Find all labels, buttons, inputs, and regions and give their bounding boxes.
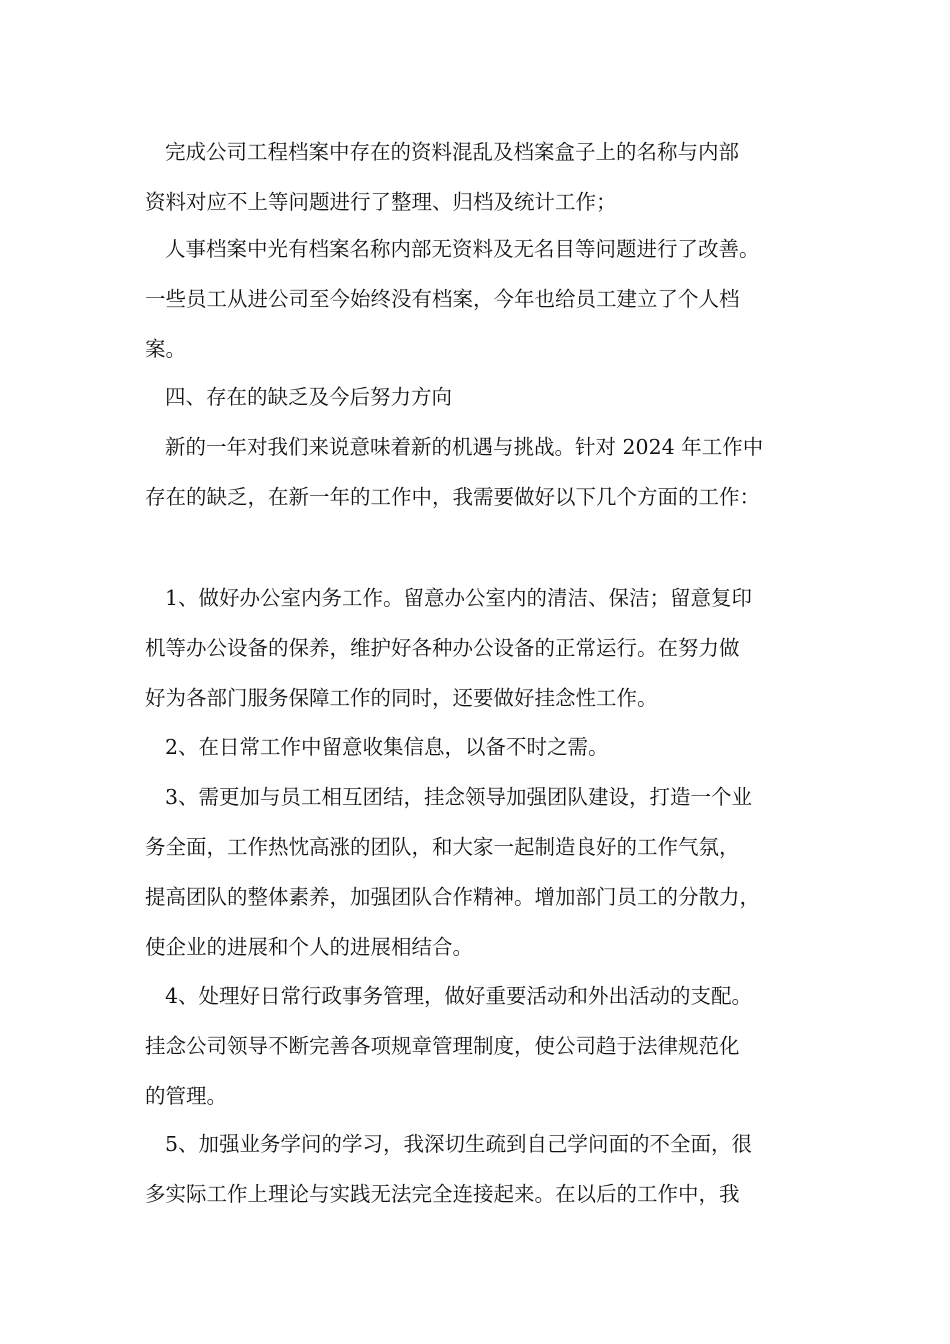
list-item-3 (145, 772, 825, 972)
text-line: 挂念公司领导不断完善各项规章管理制度，使公司趋于法律规范化 (145, 1034, 740, 1058)
text-line: 多实际工作上理论与实践无法完全连接起来。在以后的工作中，我 (145, 1182, 740, 1206)
text-line: 机等办公设备的保养，维护好各种办公设备的正常运行。在努力做 (145, 636, 740, 660)
list-item-4 (145, 971, 825, 1121)
text-line: 人事档案中光有档案名称内部无资料及无名目等问题进行了改善。 (165, 237, 760, 261)
text-line: 4、处理好日常行政事务管理，做好重要活动和外出活动的支配。 (165, 984, 753, 1008)
text-line: 案。 (145, 337, 186, 361)
list-item-1 (145, 573, 825, 723)
paragraph-archive-cleanup (145, 127, 825, 227)
text-line: 的管理。 (145, 1084, 227, 1108)
section-heading-shortcomings (145, 372, 825, 422)
text-line: 1、做好办公室内务工作。留意办公室内的清洁、保洁；留意复印 (165, 586, 753, 610)
text-line: 一些员工从进公司至今始终没有档案，今年也给员工建立了个人档 (145, 287, 740, 311)
text-line: 5、加强业务学问的学习，我深切生疏到自己学问面的不全面，很 (165, 1132, 753, 1156)
section-heading: 四、存在的缺乏及今后努力方向 (165, 385, 452, 409)
list-item-2 (145, 722, 825, 772)
text-line: 3、需更加与员工相互团结，挂念领导加强团队建设，打造一个业 (165, 785, 753, 809)
text-line: 完成公司工程档案中存在的资料混乱及档案盒子上的名称与内部 (165, 140, 739, 164)
paragraph-personnel-files (145, 224, 825, 374)
text-line: 好为各部门服务保障工作的同时，还要做好挂念性工作。 (145, 686, 658, 710)
text-line: 2、在日常工作中留意收集信息，以备不时之需。 (165, 735, 609, 759)
list-item-5 (145, 1119, 825, 1219)
paragraph-new-year (145, 422, 825, 522)
text-line: 提高团队的整体素养，加强团队合作精神。增加部门员工的分散力， (145, 885, 760, 909)
text-line: 资料对应不上等问题进行了整理、归档及统计工作； (145, 190, 617, 214)
text-line: 存在的缺乏，在新一年的工作中，我需要做好以下几个方面的工作： (145, 485, 760, 509)
text-line: 新的一年对我们来说意味着新的机遇与挑战。针对 2024 年工作中 (165, 435, 764, 459)
text-line: 使企业的进展和个人的进展相结合。 (145, 935, 473, 959)
text-line: 务全面，工作热忱高涨的团队，和大家一起制造良好的工作气氛， (145, 835, 740, 859)
